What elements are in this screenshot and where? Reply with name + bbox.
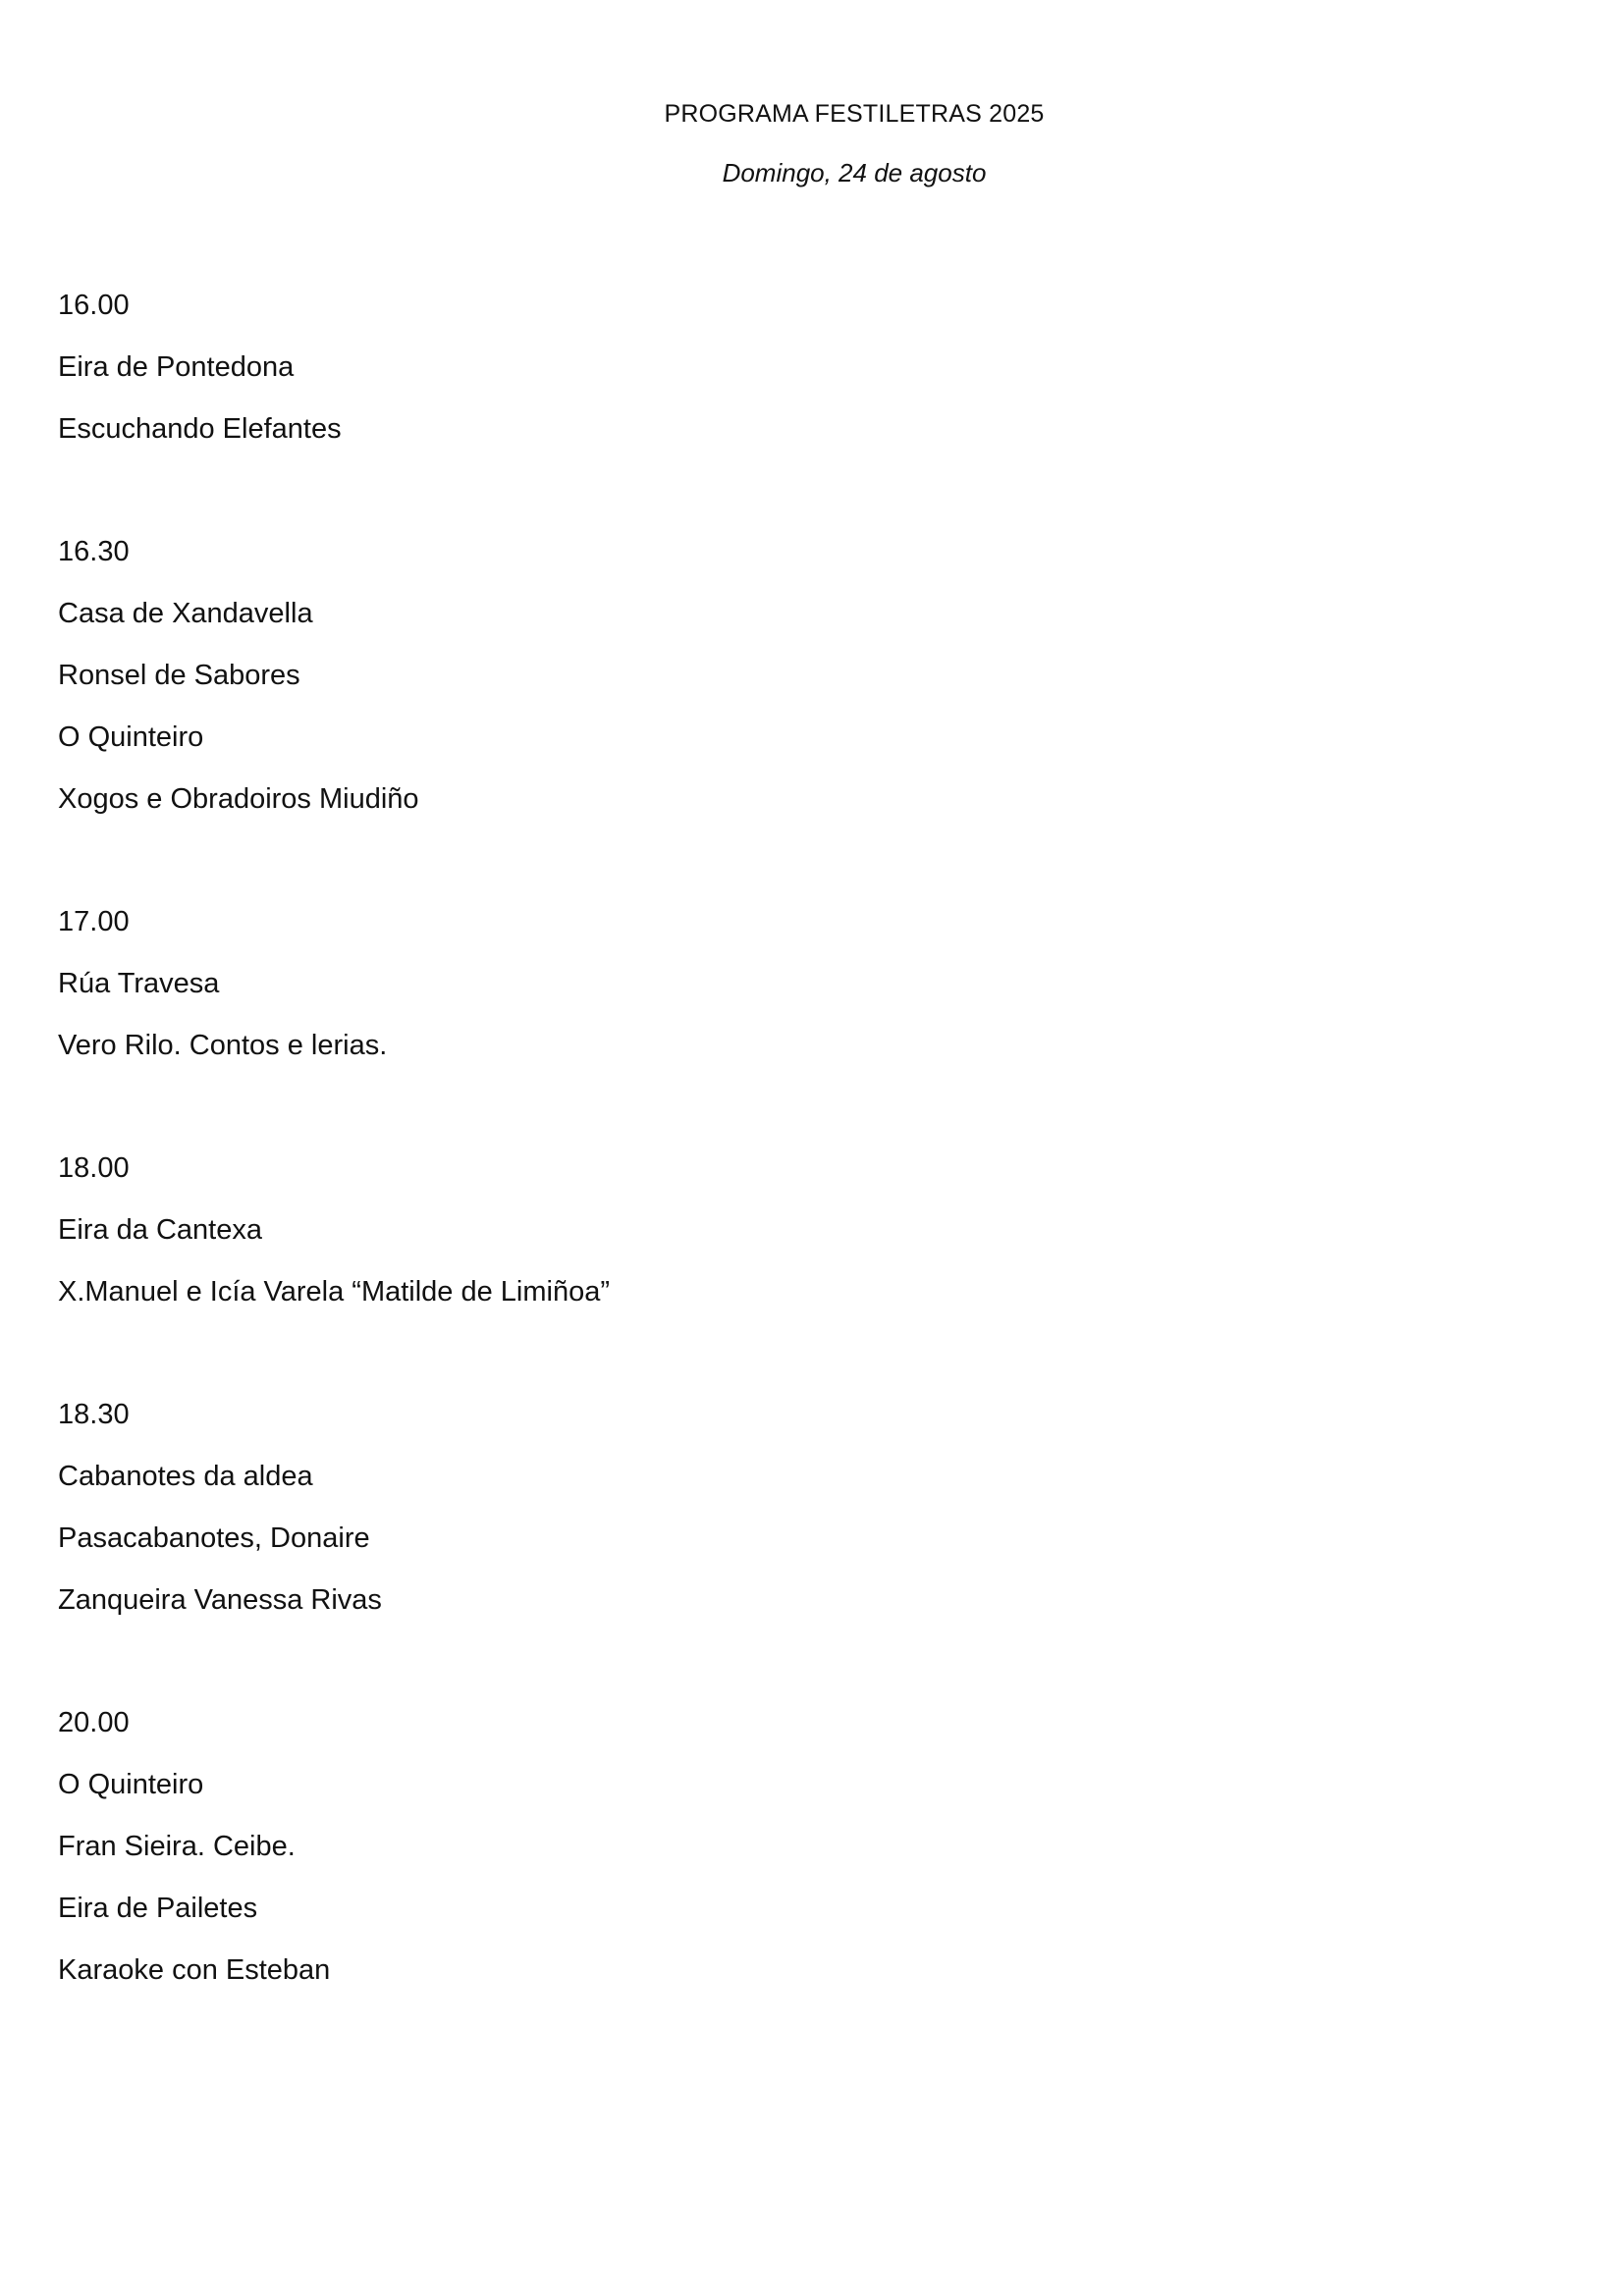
schedule-slot: [58, 1150, 1433, 1336]
slot-entry: Eira de Pailetes: [58, 1893, 258, 1924]
slot-entry: Pasacabanotes, Donaire: [58, 1522, 370, 1554]
document-title: PROGRAMA FESTILETRAS 2025: [664, 100, 1045, 128]
slot-entry: Zanqueira Vanessa Rivas: [58, 1584, 382, 1616]
slot-time: 18.00: [58, 1152, 130, 1184]
slot-entry: Cabanotes da aldea: [58, 1461, 313, 1492]
slot-time: 18.30: [58, 1399, 130, 1430]
slot-entry: Ronsel de Sabores: [58, 660, 300, 691]
slot-entry: Eira da Cantexa: [58, 1214, 262, 1246]
schedule-slot: [58, 1397, 1433, 1644]
slot-time: 16.30: [58, 536, 130, 567]
slot-entry: Vero Rilo. Contos e lerias.: [58, 1030, 388, 1061]
schedule-slot: [58, 1705, 1433, 2014]
schedule-list: [58, 288, 1433, 2075]
schedule-slot: [58, 288, 1433, 473]
document-subtitle: Domingo, 24 de agosto: [722, 158, 987, 187]
slot-entry: Escuchando Elefantes: [58, 413, 342, 445]
slot-entry: Rúa Travesa: [58, 968, 220, 999]
slot-entry: Karaoke con Esteban: [58, 1954, 331, 1986]
slot-time: 17.00: [58, 906, 130, 937]
slot-entry: Casa de Xandavella: [58, 598, 313, 629]
slot-entry: O Quinteiro: [58, 721, 204, 753]
schedule-slot: [58, 904, 1433, 1090]
schedule-slot: [58, 534, 1433, 843]
slot-entry: Xogos e Obradoiros Miudiño: [58, 783, 419, 815]
slot-entry: Eira de Pontedona: [58, 351, 295, 383]
slot-entry: O Quinteiro: [58, 1769, 204, 1800]
slot-entry: X.Manuel e Icía Varela “Matilde de Limiñoa”: [58, 1276, 611, 1308]
slot-time: 16.00: [58, 290, 130, 321]
slot-time: 20.00: [58, 1707, 130, 1738]
slot-entry: Fran Sieira. Ceibe.: [58, 1831, 296, 1862]
